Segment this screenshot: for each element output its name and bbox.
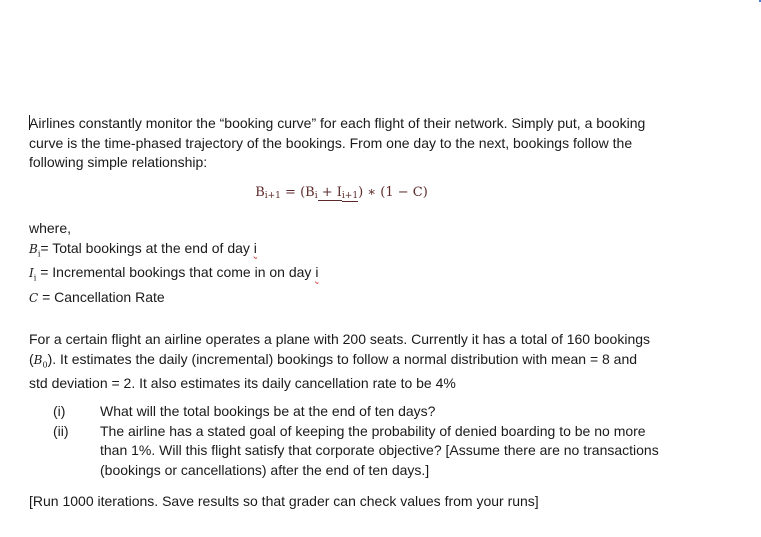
def-text: = Cancellation Rate — [38, 289, 165, 306]
booking-equation — [0, 185, 683, 201]
intro-paragraph — [29, 114, 669, 173]
question-item — [29, 422, 659, 481]
question-number: (i) — [53, 403, 66, 419]
definition-row — [29, 288, 669, 309]
where-label: where, — [29, 220, 72, 236]
eq-b-sub: i — [314, 191, 318, 201]
question-text: What will the total bookings be at the end of ten days? — [100, 403, 436, 419]
def-symbol-letter: B — [29, 241, 38, 256]
problem-text-2: ). It estimates the daily (incremental) bookings to follow a normal distribution with mean = 8 and std deviation = 2. It also estimates its daily cancellation rate to be 4% — [29, 350, 638, 392]
def-symbol-letter: I — [29, 266, 34, 281]
definition-row — [29, 239, 669, 264]
question-number: (ii) — [53, 422, 69, 439]
def-text: = Total bookings at the end of day — [40, 239, 254, 256]
eq-i-sub: i+1 — [341, 191, 359, 201]
problem-text-1: For a certain flight an airline operates a plane with 200 seats. Currently it has a total of 160 bookings ( — [29, 331, 651, 367]
definitions-block — [29, 219, 669, 309]
eq-i: I — [336, 185, 342, 200]
question-text: The airline has a stated goal of keeping the probability of denied boarding to be no more than 1%. Will this flight satisfy that corporate objective? [Assume there are no transactions (bookings or cancellations) after the end of ten days.] — [100, 422, 659, 478]
eq-lhs: B — [255, 185, 265, 200]
def-text: = Incremental bookings that come in on day — [36, 264, 316, 281]
problem-symbol — [34, 353, 48, 367]
eq-b: B — [305, 185, 315, 200]
problem-paragraph — [29, 330, 659, 394]
def-symbol — [29, 242, 40, 256]
intro-text: Airlines constantly monitor the “booking curve” for each flight of their network. Simply put, a booking curve is the time-phased trajectory of the bookings. From one day to the next, bookings follow the following simple relationship: — [29, 115, 646, 170]
def-symbol — [29, 291, 38, 305]
problem-symbol-sub: 0 — [42, 359, 48, 369]
question-item — [29, 402, 659, 422]
eq-rest: ) ∗ (1 − C) — [358, 185, 428, 200]
def-symbol-sub: i — [37, 248, 41, 258]
definition-row — [29, 263, 669, 288]
problem-symbol-letter: B — [33, 352, 43, 367]
eq-lhs-sub: i+1 — [264, 191, 281, 201]
eq-plus: + — [317, 185, 337, 200]
def-var: i — [253, 239, 257, 256]
run-note: [Run 1000 iterations. Save results so that grader can check values from your runs] — [29, 493, 539, 509]
def-symbol-letter: C — [29, 291, 39, 306]
def-symbol-sub: i — [33, 273, 37, 283]
def-var: i — [315, 264, 319, 281]
eq-equals: = ( — [280, 185, 306, 200]
question-list — [29, 402, 659, 480]
